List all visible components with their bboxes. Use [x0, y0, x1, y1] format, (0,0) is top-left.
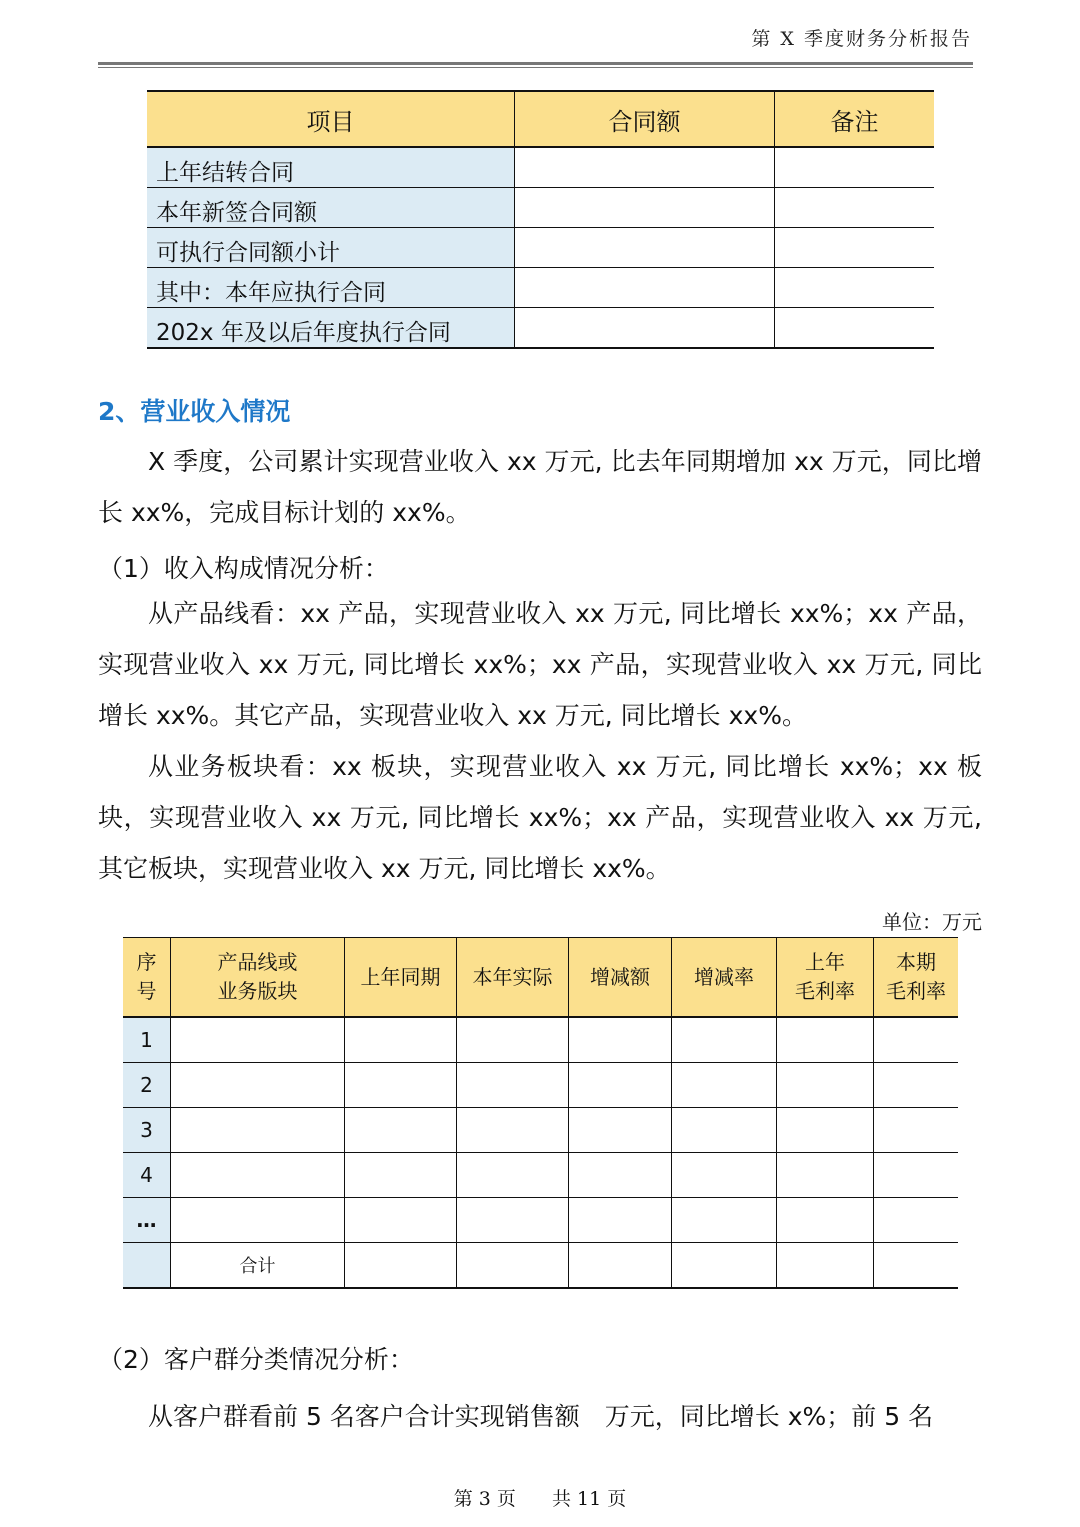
unit-label: 单位：万元	[882, 910, 982, 934]
row-index: 2	[123, 1063, 171, 1108]
subheading-revenue-composition: （1）收入构成情况分析：	[98, 554, 389, 583]
column-header-last-margin: 上年 毛利率	[777, 938, 874, 1018]
table-row	[147, 228, 934, 268]
amount-cell	[515, 147, 775, 188]
row-index: 3	[123, 1108, 171, 1153]
subheading-customer-analysis: （2）客户群分类情况分析：	[98, 1345, 414, 1374]
table-row	[123, 1198, 958, 1243]
column-header-current-margin: 本期 毛利率	[874, 938, 959, 1018]
row-index: 4	[123, 1153, 171, 1198]
table-row	[147, 308, 934, 349]
header-rule	[98, 62, 973, 65]
total-label: 合计	[171, 1243, 345, 1289]
revenue-table	[123, 937, 958, 1289]
footer-total-unit: 页	[607, 1488, 627, 1510]
remark-cell	[775, 228, 935, 268]
header-rule-thin	[98, 67, 973, 68]
remark-cell	[775, 188, 935, 228]
report-header-title: 第 X 季度财务分析报告	[751, 28, 972, 50]
table-header-row	[123, 938, 958, 1018]
table-row	[123, 1108, 958, 1153]
column-header-product-line: 产品线或 业务版块	[171, 938, 345, 1018]
table-row	[123, 1063, 958, 1108]
row-label: 本年新签合同额	[147, 188, 515, 228]
row-index	[123, 1243, 171, 1289]
footer-page-prefix: 第	[453, 1488, 473, 1510]
contract-table	[147, 90, 934, 349]
column-header-amount: 合同额	[515, 91, 775, 147]
column-header-remark: 备注	[775, 91, 935, 147]
remark-cell	[775, 268, 935, 308]
row-index: 1	[123, 1017, 171, 1063]
row-label: 上年结转合同	[147, 147, 515, 188]
remark-cell	[775, 147, 935, 188]
total-pages: 11	[577, 1488, 602, 1510]
table-total-row	[123, 1243, 958, 1289]
column-header-last-year: 上年同期	[345, 938, 457, 1018]
page-footer	[0, 1484, 1080, 1511]
row-label: 其中：本年应执行合同	[147, 268, 515, 308]
footer-total-prefix: 共	[552, 1488, 572, 1510]
table-row	[147, 268, 934, 308]
intro-paragraph: X 季度，公司累计实现营业收入 xx 万元, 比去年同期增加 xx 万元，同比增长 xx%，完成目标计划的 xx%。	[98, 447, 982, 527]
remark-cell	[775, 308, 935, 349]
table-row	[123, 1153, 958, 1198]
footer-page-unit: 页	[496, 1488, 516, 1510]
row-label: 可执行合同额小计	[147, 228, 515, 268]
column-header-index: 序 号	[123, 938, 171, 1018]
column-header-change-amount: 增减额	[569, 938, 672, 1018]
product-line-paragraph: 从产品线看：xx 产品，实现营业收入 xx 万元, 同比增长 xx%；xx 产品，实现营业收入 xx 万元, 同比增长 xx%；xx 产品，实现营业收入 xx 万元, 同比增长 xx%。其它产品，实现营业收入 xx 万元, 同比增长 xx%。	[98, 599, 982, 730]
row-label: 202x 年及以后年度执行合同	[147, 308, 515, 349]
business-segment-paragraph: 从业务板块看：xx 板块，实现营业收入 xx 万元, 同比增长 xx%；xx 板块，实现营业收入 xx 万元, 同比增长 xx%；xx 产品，实现营业收入 xx 万元, 其它板块，实现营业收入 xx 万元, 同比增长 xx%。	[98, 752, 982, 883]
table-row	[147, 188, 934, 228]
column-header-this-year: 本年实际	[457, 938, 569, 1018]
column-header-change-rate: 增减率	[672, 938, 777, 1018]
section-heading: 2、营业收入情况	[98, 397, 291, 426]
row-index: …	[123, 1198, 171, 1243]
amount-cell	[515, 268, 775, 308]
amount-cell	[515, 228, 775, 268]
customer-paragraph: 从客户群看前 5 名客户合计实现销售额 万元，同比增长 x%；前 5 名	[148, 1402, 934, 1431]
amount-cell	[515, 188, 775, 228]
amount-cell	[515, 308, 775, 349]
table-header-row	[147, 91, 934, 147]
table-row	[147, 147, 934, 188]
column-header-item: 项目	[147, 91, 515, 147]
table-row	[123, 1017, 958, 1063]
page-number: 3	[478, 1488, 491, 1510]
